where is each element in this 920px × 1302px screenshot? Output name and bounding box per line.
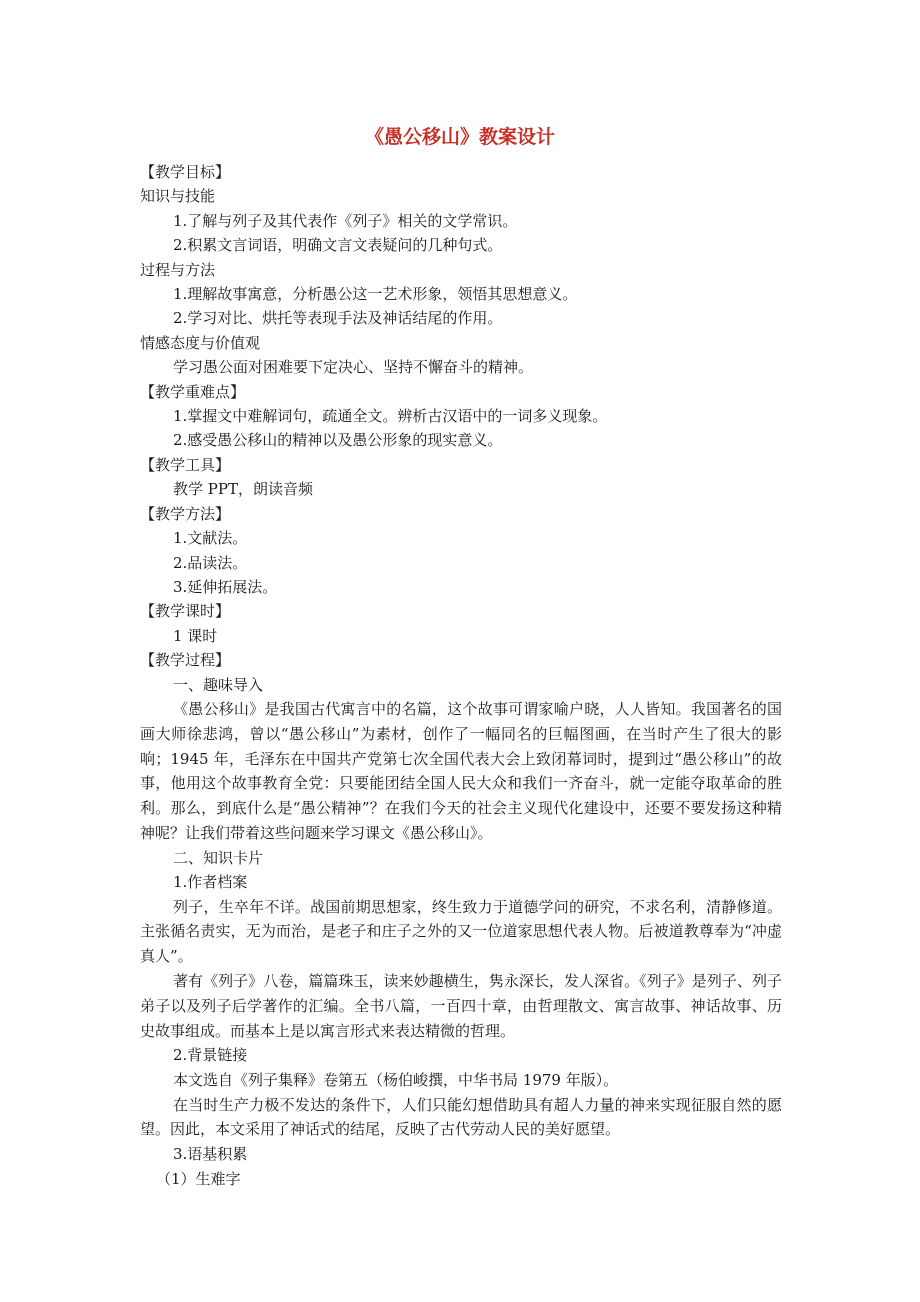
intro-paragraph: 《愚公移山》是我国古代寓言中的名篇，这个故事可谓家喻户晓，人人皆知。我国著名的国画大师徐悲鸿，曾以“愚公移山”为素材，创作了一幅同名的巨幅图画，在当时产生了很大的影响；1945 年，毛泽东在中国共产党第七次全国代表大会上致闭幕词时，提到过“愚公移山”的故事，他用这个故事教育全党：只要能团结全国人民大众和我们一齐奋斗，就一定能夺取革命的胜利。那么，到底什么是“愚公精神”？在我们今天的社会主义现代化建设中，还要不要发扬这种精神呢？让我们带着这些问题来学习课文《愚公移山》。 — [140, 699, 782, 842]
author-paragraph-1: 列子，生卒年不详。战国前期思想家，终生致力于道德学问的研究，不求名利，清静修道。主张循名责实，无为而治，是老子和庄子之外的又一位道家思想代表人物。后被道教尊奉为“冲虚真人”。 — [140, 897, 782, 966]
list-item: 2.学习对比、烘托等表现手法及神话结尾的作用。 — [173, 309, 503, 328]
subheading-author: 1.作者档案 — [173, 873, 248, 892]
list-item: 1.了解与列子及其代表作《列子》相关的文学常识。 — [173, 211, 518, 230]
subheading-knowledge: 知识与技能 — [140, 187, 216, 206]
list-item: 2.积累文言词语，明确文言文表疑问的几种句式。 — [173, 236, 503, 255]
section-heading-key-points: 【教学重难点】 — [140, 382, 246, 401]
list-item: 2.品读法。 — [173, 553, 248, 572]
background-paragraph-1: 本文选自《列子集释》卷第五（杨伯峻撰，中华书局 1979 年版）。 — [173, 1070, 619, 1089]
subheading-process: 过程与方法 — [140, 260, 216, 279]
section-heading-procedure: 【教学过程】 — [140, 651, 231, 670]
hours-text: 1 课时 — [173, 626, 218, 645]
list-item: 2.感受愚公移山的精神以及愚公形象的现实意义。 — [173, 431, 503, 450]
subheading-vocab: 3.语基积累 — [173, 1145, 248, 1164]
tools-text: 教学 PPT，朗读音频 — [173, 480, 313, 499]
section-heading-hours: 【教学课时】 — [140, 602, 231, 621]
step-heading-intro: 一、趣味导入 — [173, 675, 264, 694]
subheading-background: 2.背景链接 — [173, 1046, 248, 1065]
section-heading-goals: 【教学目标】 — [140, 163, 231, 181]
background-paragraph-2: 在当时生产力极不发达的条件下，人们只能幻想借助具有超人力量的神来实现征服自然的愿望。因此，本文采用了神话式的结尾，反映了古代劳动人民的美好愿望。 — [140, 1095, 782, 1139]
page-title: 《愚公移山》教案设计 — [364, 126, 555, 148]
subheading-attitude: 情感态度与价值观 — [140, 333, 261, 352]
list-item: 1.理解故事寓意，分析愚公这一艺术形象，领悟其思想意义。 — [173, 285, 578, 304]
section-heading-methods: 【教学方法】 — [140, 504, 231, 523]
list-item: 1.掌握文中难解词句，疏通全文。辨析古汉语中的一词多义现象。 — [173, 407, 608, 426]
attitude-text: 学习愚公面对困难要下定决心、坚持不懈奋斗的精神。 — [173, 358, 534, 377]
list-item: 3.延伸拓展法。 — [173, 577, 278, 596]
vocab-subheading: （1）生难字 — [156, 1169, 241, 1188]
step-heading-card: 二、知识卡片 — [173, 848, 264, 867]
document-body — [140, 160, 782, 1191]
list-item: 1.文献法。 — [173, 529, 248, 548]
author-paragraph-2: 著有《列子》八卷，篇篇珠玉，读来妙趣横生，隽永深长，发人深省。《列子》是列子、列子弟子以及列子后学著作的汇编。全书八篇，一百四十章，由哲理散文、寓言故事、神话故事、历史故事组成。而基本上是以寓言形式来表达精微的哲理。 — [140, 971, 782, 1040]
section-heading-tools: 【教学工具】 — [140, 455, 231, 474]
